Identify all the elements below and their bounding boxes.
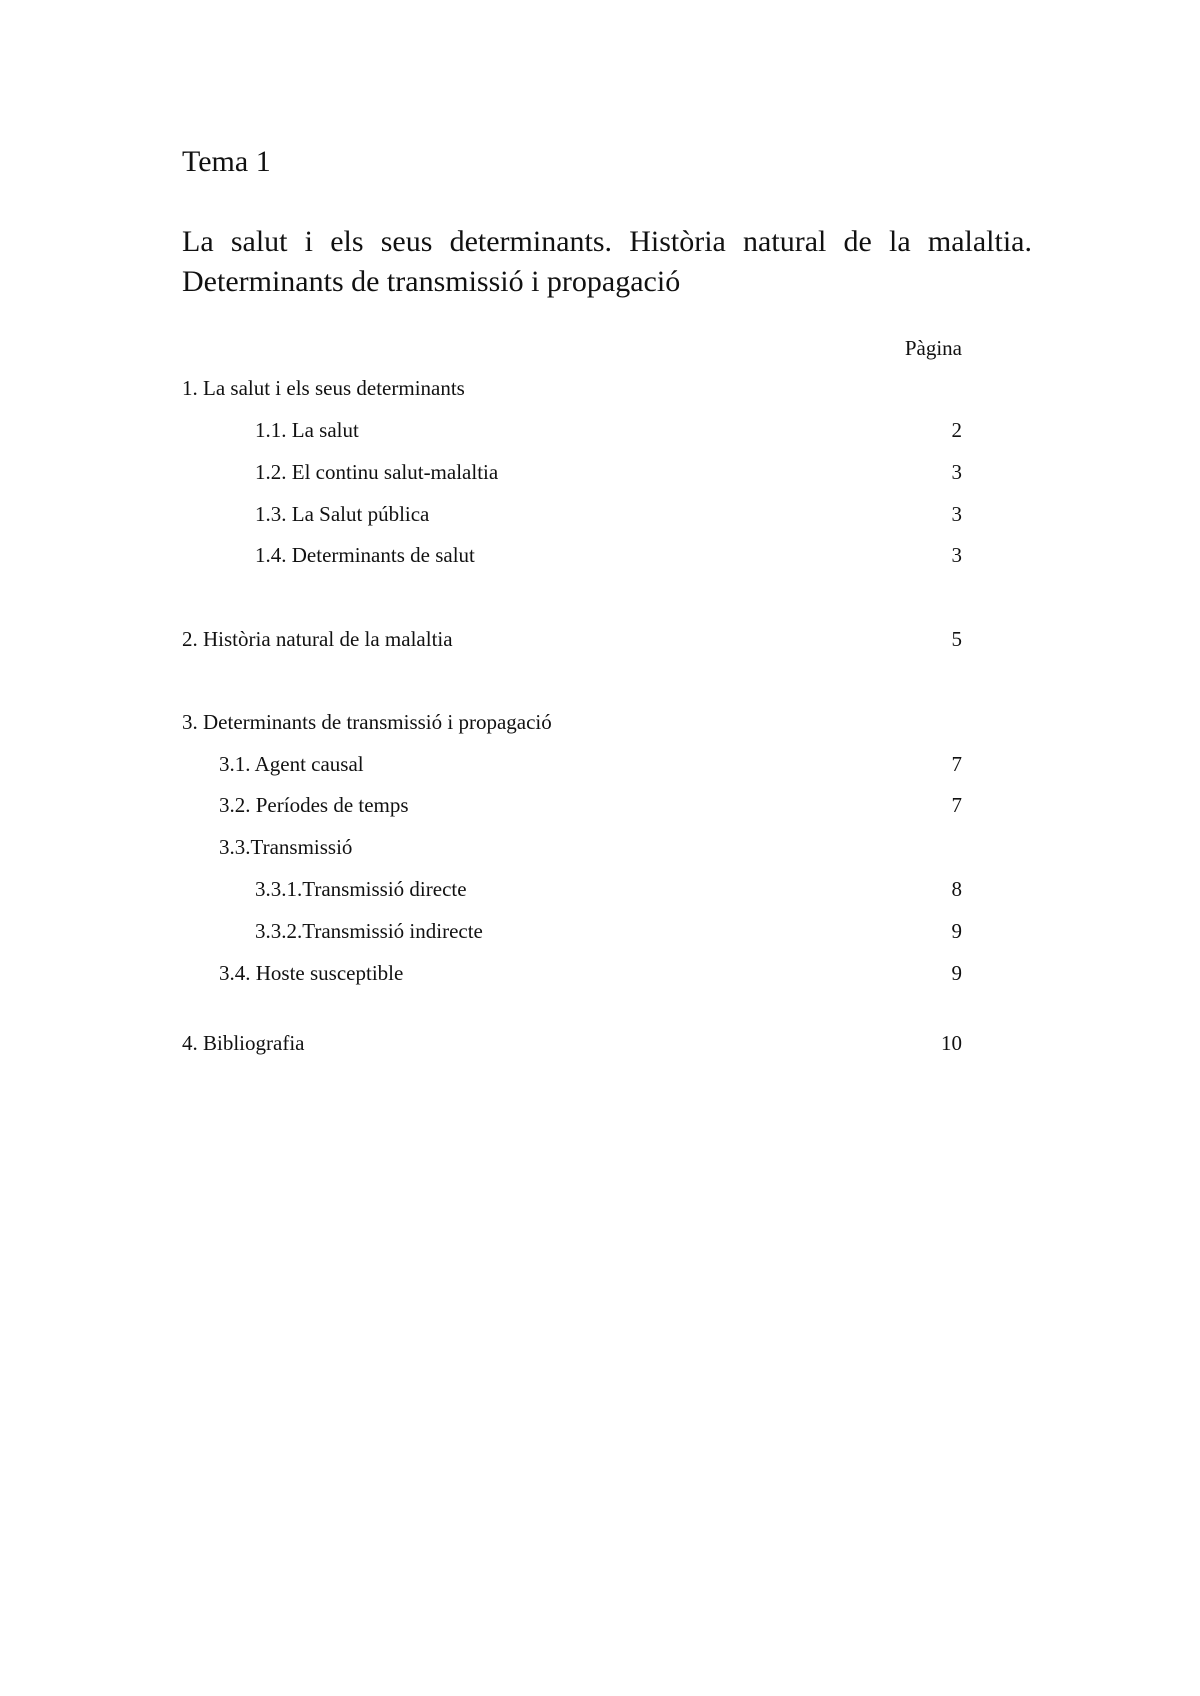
toc-entry: [182, 500, 962, 528]
toc-entry: [182, 708, 962, 736]
toc-entry-page: 9: [951, 919, 962, 943]
toc-entry-page: 7: [951, 752, 962, 776]
toc-entry-page: 3: [951, 543, 962, 567]
toc-entry: [182, 416, 962, 444]
toc-page-column-header: Pàgina: [904, 336, 962, 360]
toc-entry-label: 4. Bibliografia: [182, 1031, 305, 1055]
toc-entry-label: 3.3.1.Transmissió directe: [255, 877, 467, 901]
document-subtitle: La salut i els seus determinants. Història natural de la malaltia. Determinants de transmissió i propagació: [182, 225, 1032, 298]
toc-entry-page: 10: [941, 1031, 962, 1055]
toc-entry-label: 3.2. Períodes de temps: [219, 793, 409, 817]
toc-entry-page: 2: [951, 418, 962, 442]
toc-entry-label: 1.2. El continu salut-malaltia: [255, 460, 499, 484]
toc-entry-label: 3.1. Agent causal: [219, 752, 364, 776]
toc-entry-page: 7: [951, 793, 962, 817]
toc-entry-page: 3: [951, 502, 962, 526]
toc-entry: [182, 750, 962, 778]
toc-entry-label: 1.1. La salut: [255, 418, 359, 442]
toc-entry: [182, 959, 962, 987]
toc-entry: [182, 625, 962, 653]
table-of-contents: [182, 0, 962, 1696]
toc-entry-label: 3.4. Hoste susceptible: [219, 961, 404, 985]
toc-entry: [182, 833, 962, 861]
toc-entry-label: 1.4. Determinants de salut: [255, 543, 475, 567]
toc-entry: [182, 541, 962, 569]
toc-entry-page: 5: [951, 627, 962, 651]
toc-entry: [182, 917, 962, 945]
toc-entry-label: 3.3.Transmissió: [219, 835, 353, 859]
toc-entry: [182, 791, 962, 819]
toc-entry-page: 9: [951, 961, 962, 985]
toc-entry: [182, 458, 962, 486]
toc-entry: [182, 875, 962, 903]
toc-entry-page: 3: [951, 460, 962, 484]
document-title: Tema 1: [182, 145, 271, 178]
toc-entry-label: 3.3.2.Transmissió indirecte: [255, 919, 483, 943]
toc-entry-label: 1. La salut i els seus determinants: [182, 376, 465, 400]
toc-entry-page: 8: [951, 877, 962, 901]
toc-entry-label: 2. Història natural de la malaltia: [182, 627, 453, 651]
toc-entry-label: 1.3. La Salut pública: [255, 502, 430, 526]
toc-entry: [182, 1029, 962, 1057]
toc-entry-label: 3. Determinants de transmissió i propagació: [182, 710, 552, 734]
toc-entry: [182, 374, 962, 402]
